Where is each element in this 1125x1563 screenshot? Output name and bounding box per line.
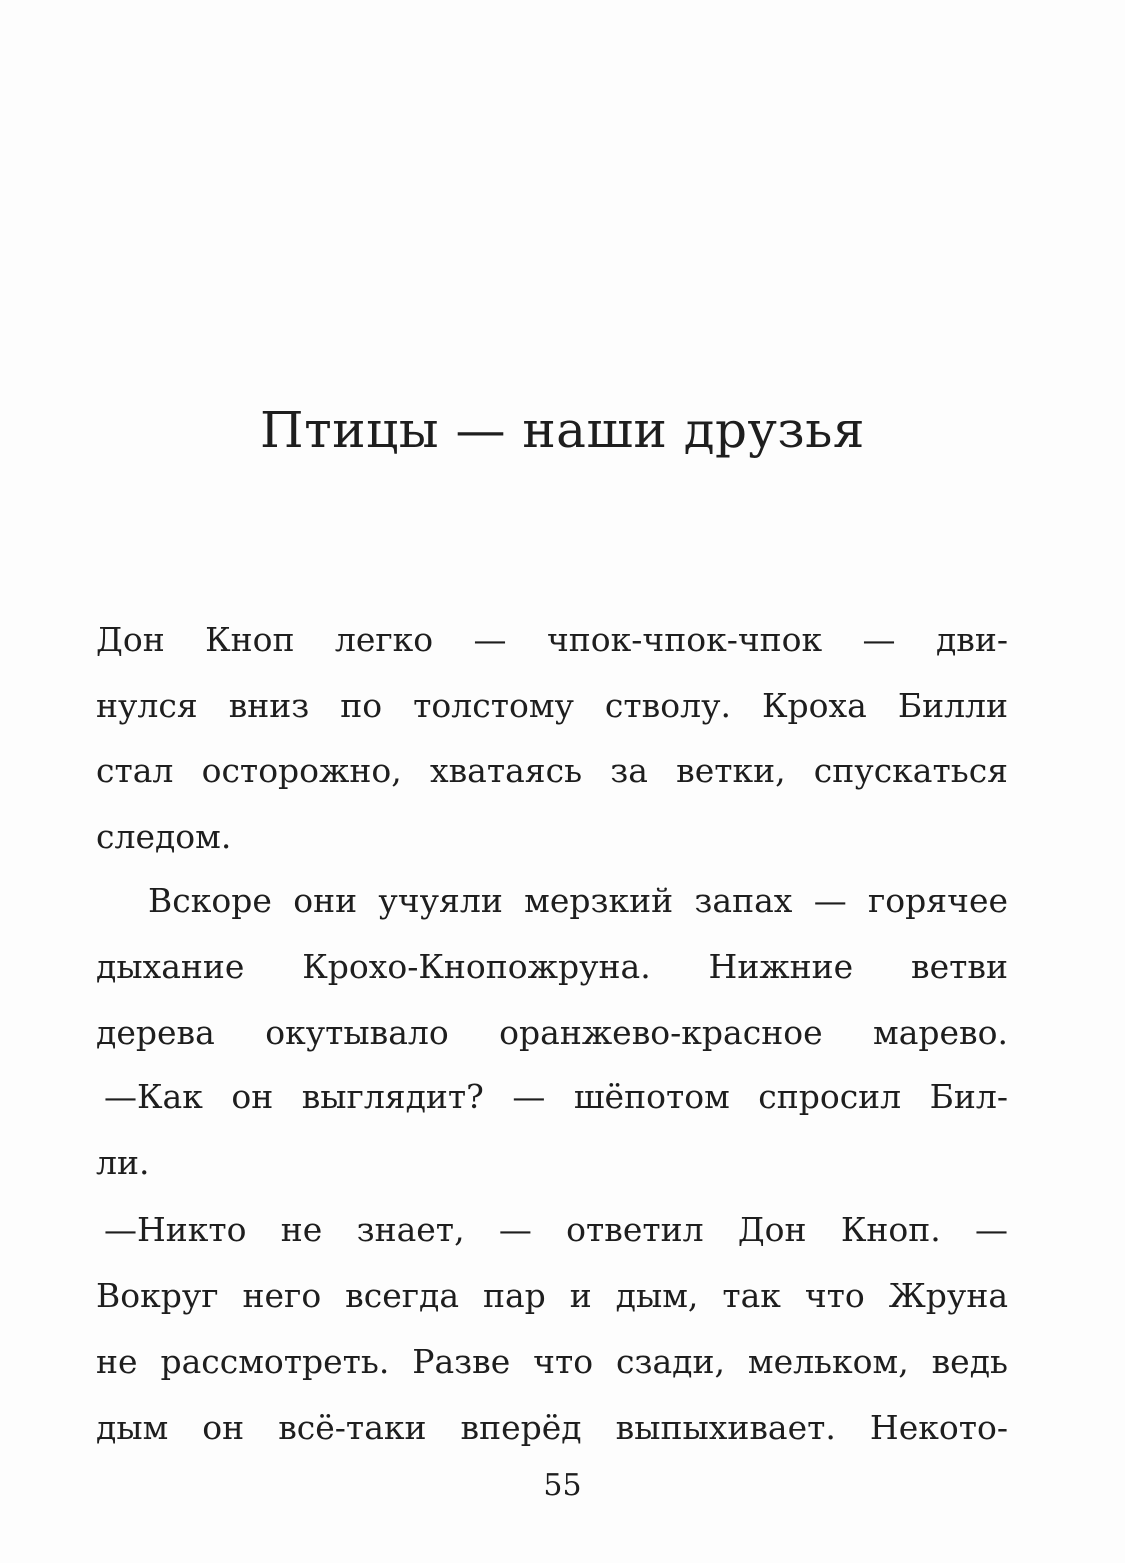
text-line: дыхание Крохо-Кнопожруна. Нижние ветви [96,947,1008,986]
text-line: стал осторожно, хватаясь за ветки, спускаться [96,751,1008,790]
chapter-title: Птицы — наши друзья [260,401,865,459]
text-line: —Никто не знает, — ответил Дон Кноп. — [104,1210,1008,1249]
text-line: дым он всё-таки вперёд выпыхивает. Некото- [96,1408,1008,1447]
text-line: ли. [96,1143,150,1182]
text-line: следом. [96,817,232,856]
text-line: Вскоре они учуяли мерзкий запах — горячее [148,881,1008,920]
text-line: —Как он выглядит? — шёпотом спросил Бил- [104,1077,1008,1116]
text-line: Вокруг него всегда пар и дым, так что Жруна [96,1276,1008,1315]
text-line: нулся вниз по толстому стволу. Кроха Билли [96,686,1008,725]
text-line: дерева окутывало оранжево-красное марево. [96,1013,1008,1052]
text-line: не рассмотреть. Разве что сзади, мельком, ведь [96,1342,1008,1381]
page-number: 55 [543,1468,582,1503]
text-line: Дон Кноп легко — чпок-чпок-чпок — дви- [96,620,1008,659]
